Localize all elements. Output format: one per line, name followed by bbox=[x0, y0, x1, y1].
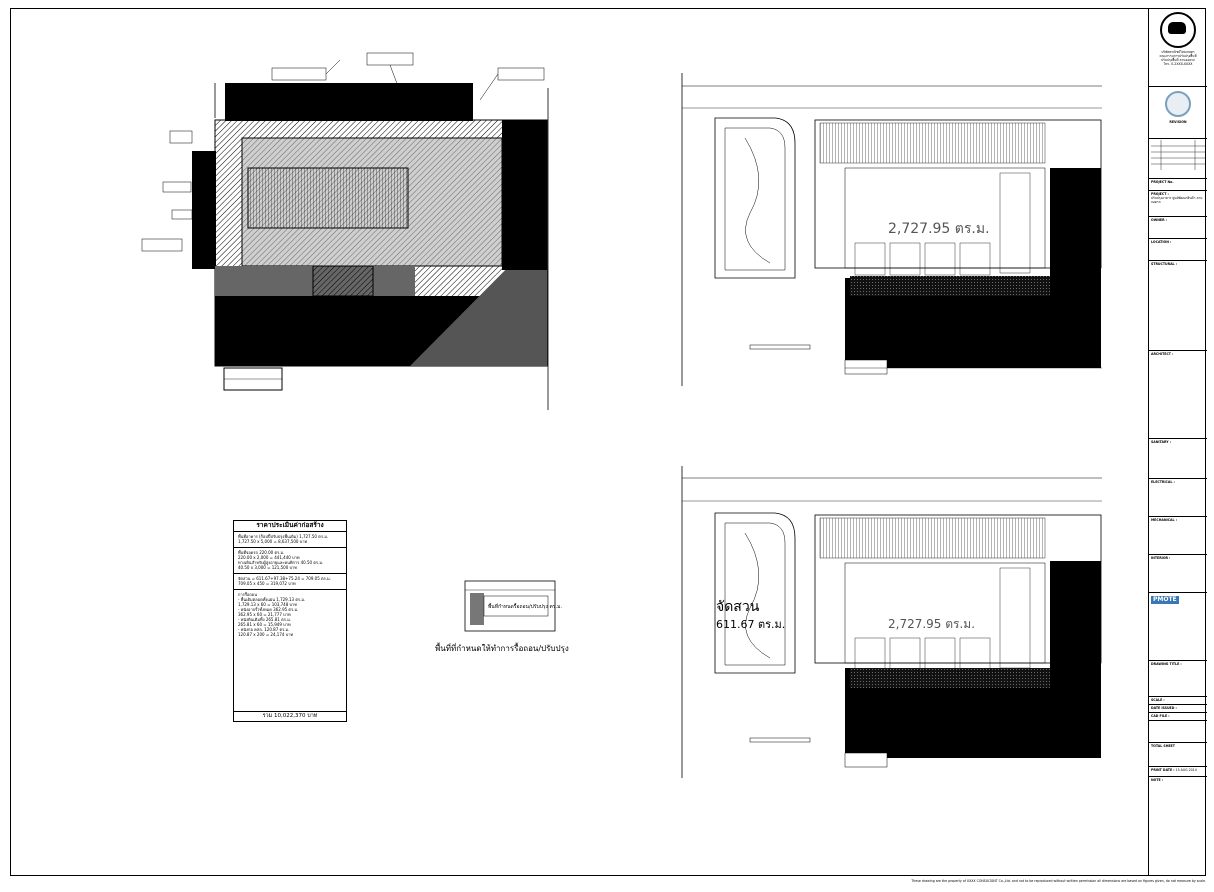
tb-interior: INTERIOR : bbox=[1149, 554, 1207, 592]
tb-org-line: บริษัทพาณิชย์ไทยเกษตร bbox=[1161, 50, 1195, 54]
tb-org-line: ปรับปรุงพื้นที่ ลานจอดรถ bbox=[1161, 58, 1195, 62]
cost-block-demolition bbox=[234, 590, 346, 640]
tb-sheet: TOTAL SHEET bbox=[1149, 742, 1207, 766]
consultant-seal-icon bbox=[1165, 91, 1191, 117]
garden-area-label: 611.67 ตร.ม. bbox=[716, 618, 786, 631]
cost-line: ทางเดินสำหรับผู้สูงอายุและคนพิการ 40.50 ตร.ม. bbox=[238, 560, 324, 565]
cost-block-parking bbox=[234, 548, 346, 574]
tb-note: NOTE : bbox=[1149, 776, 1207, 876]
cost-block-building bbox=[234, 532, 346, 548]
cost-line: พื้นที่อาคาร (ก็อปปี้ปรับปรุงพื้นเดิม) 1,727.50 ตร.ม. bbox=[238, 534, 329, 539]
drawing-sheet bbox=[10, 8, 1148, 876]
tb-consultant bbox=[1149, 86, 1207, 138]
org-logo-icon bbox=[1160, 12, 1196, 48]
tb-spacer bbox=[1149, 720, 1207, 742]
cost-line: 40.50 x 3,000 = 121,500 บาท bbox=[238, 565, 297, 570]
cost-line: 1,729.13 x 60 = 103,748 บาท bbox=[238, 602, 297, 607]
tb-project: PROJECT : ปรับปรุงอาคาร ศูนย์พัฒนาสินค้า ลานจอดรถ bbox=[1149, 190, 1207, 216]
cost-line: การรื้อถอน bbox=[238, 592, 257, 597]
cost-table-title: ราคาประเมินค่าก่อสร้าง bbox=[234, 521, 346, 532]
building-area-label-top: 2,727.95 ตร.ม. bbox=[888, 221, 990, 237]
cost-line: - พนังก่อ คสล. 120.87 ตร.ม. bbox=[238, 627, 290, 632]
tb-mechanical: MECHANICAL : bbox=[1149, 516, 1207, 554]
tb-org-line: คณะกรรมการปรับปรุงพื้นที่ bbox=[1159, 54, 1197, 58]
tb-electrical: ELECTRICAL : bbox=[1149, 478, 1207, 516]
floor-plan bbox=[142, 53, 548, 410]
cost-line: พื้นที่จอดรถ 220.00 ตร.ม. bbox=[238, 550, 285, 555]
copyright-footer: These drawing are the property of XXXX CONSULTANT Co.,Ltd. and not to be reproduced without written permission all dimensions are based on figures given, do not measure by scale. bbox=[911, 879, 1206, 883]
tb-sanitary: SANITARY : bbox=[1149, 438, 1207, 478]
revision-grid bbox=[1151, 140, 1205, 176]
cost-total: รวม 10,022,370 บาท bbox=[234, 711, 346, 721]
cost-estimate-table bbox=[233, 520, 347, 722]
tb-structural: STRUCTURAL : bbox=[1149, 260, 1207, 350]
cost-line: 362.95 x 60 = 21,777 บาท bbox=[238, 612, 291, 617]
tb-location: LOCATION : bbox=[1149, 238, 1207, 260]
cost-line: 709.05 x 450 = 319,072 บาท bbox=[238, 581, 296, 586]
tb-project-value: ปรับปรุงอาคาร ศูนย์พัฒนาสินค้า ลานจอดรถ bbox=[1151, 196, 1203, 204]
tb-architect: ARCHITECT : bbox=[1149, 350, 1207, 438]
cost-line: 265.81 x 60 = 15,949 บาท bbox=[238, 622, 291, 627]
tb-drawing-title: DRAWING TITLE : bbox=[1149, 660, 1207, 696]
tb-print: PRINT DATE : 15 AUG 2014 bbox=[1149, 766, 1207, 776]
tb-pmote bbox=[1149, 592, 1207, 660]
tb-file: CAD FILE : bbox=[1149, 712, 1207, 720]
pmote-logo: PMOTE bbox=[1153, 596, 1177, 603]
garden-label: จัดสวน bbox=[716, 599, 760, 615]
building-area-label-bottom: 2,727.95 ตร.ม. bbox=[888, 617, 976, 631]
tb-revision-table bbox=[1149, 138, 1207, 178]
tb-org bbox=[1149, 8, 1207, 86]
tb-revision-label: REVISION bbox=[1169, 120, 1187, 124]
cost-line: 220.00 x 2,000 = 441,440 บาท bbox=[238, 555, 300, 560]
key-plan-inner-label: พื้นที่กำหนดรื้อถอน/ปรับปรุง ตร.ม. bbox=[488, 604, 562, 610]
cost-line: - พื้นเดิมตลอดทั้งแผ่น 1,729.13 ตร.ม. bbox=[238, 597, 306, 602]
tb-date: DATE ISSUED : bbox=[1149, 704, 1207, 712]
tb-org-line: โทร. 0-2XXX-XXXX bbox=[1163, 62, 1193, 66]
cost-line: 1,727.50 x 5,000 = 8,637,500 บาท bbox=[238, 539, 308, 544]
tb-owner: OWNER : bbox=[1149, 216, 1207, 238]
tb-scale: SCALE : bbox=[1149, 696, 1207, 704]
cost-line: 120.87 x 200 = 24,174 บาท bbox=[238, 632, 294, 637]
cost-block-garden bbox=[234, 574, 346, 590]
title-block bbox=[1148, 8, 1206, 876]
tb-project-no: PROJECT No. bbox=[1149, 178, 1207, 190]
key-plan-caption: พื้นที่ที่กำหนดให้ทำการรื้อถอน/ปรับปรุง bbox=[435, 644, 569, 653]
cost-line: จัดสวน = 611.67+97.38+75.24 = 709.05 ตร.ม. bbox=[238, 576, 331, 581]
cost-line: - พนังดินเดิมทิ้ง 265.81 ตร.ม. bbox=[238, 617, 292, 622]
cost-line: - พนังอาจรั้วทั้งหมด 362.95 ตร.ม. bbox=[238, 607, 299, 612]
